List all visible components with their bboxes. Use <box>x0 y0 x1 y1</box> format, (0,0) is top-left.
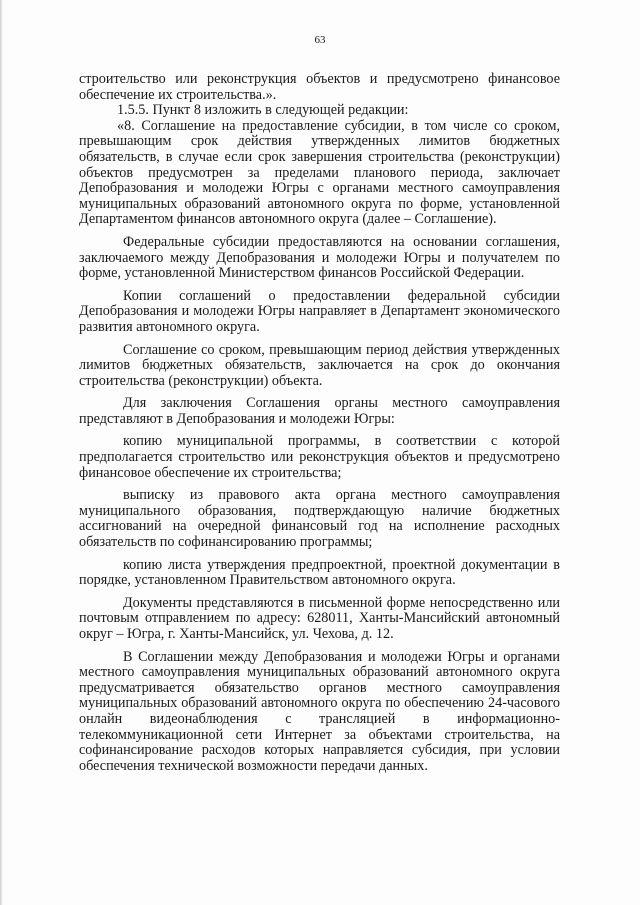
page-number: 63 <box>314 34 326 46</box>
paragraph: «8. Соглашение на предоставление субсидии, в том числе со сроком, превышающим срок действия утвержденных лимитов бюджетных обязательств, в случае если срок завершения строительства (реконструкции) объектов предусмотрен за пределами планового периода, заключает Депобразования и молодежи Югры с органами местного самоуправления муниципальных образований автономного округа по форме, установленной Департаментом финансов автономного округа (далее – Соглашение). <box>79 117 560 228</box>
paragraph: копию муниципальной программы, в соответствии с которой предполагается строительство или реконструкция объектов и предусмотрено финансовое обеспечение их строительства; <box>79 433 560 481</box>
paragraph: Федеральные субсидии предоставляются на основании соглашения, заключаемого между Депобразования и молодежи Югры и получателем по форме, установленной Министерством финансов Российской Федерации. <box>79 233 560 282</box>
paragraph: строительство или реконструкция объектов и предусмотрено финансовое обеспечение их строительства.». <box>79 71 560 103</box>
scan-edge <box>0 0 3 905</box>
paragraph: Соглашение со сроком, превышающим период действия утвержденных лимитов бюджетных обязательств, заключается на срок до окончания строительства (реконструкции) объекта. <box>79 341 560 389</box>
document-body <box>79 72 560 774</box>
paragraph: Для заключения Соглашения органы местного самоуправления представляют в Депобразования и молодежи Югры: <box>79 395 560 427</box>
paragraph: В Соглашении между Депобразования и молодежи Югры и органами местного самоуправления муниципальных образований автономного округа предусматривается обязательство органов местного самоуправления муниципальных образований автономного округа по обеспечению 24-часового онлайн видеонаблюдения с трансляцией в информационно-телекоммуникационной сети Интернет за объектами строительства, на софинансирование расходов которых направляется субсидия, при условии обеспечения технической возможности передачи данных. <box>79 648 560 774</box>
paragraph: копию листа утверждения предпроектной, проектной документации в порядке, установленном Правительством автономного округа. <box>79 556 560 589</box>
paragraph: 1.5.5. Пункт 8 изложить в следующей редакции: <box>117 102 409 119</box>
paragraph: Копии соглашений о предоставлении федеральной субсидии Депобразования и молодежи Югры направляет в Департамент экономического развития автономного округа. <box>79 287 560 335</box>
paragraph: Документы представляются в письменной форме непосредственно или почтовым отправлением по адресу: 628011, Ханты-Мансийский автономный округ – Югра, г. Ханты-Мансийск, ул. Чехова, д. 12. <box>79 594 560 642</box>
paragraph: выписку из правового акта органа местного самоуправления муниципального образования, подтверждающую наличие бюджетных ассигнований на очередной финансовый год на исполнение расходных обязательств по софинансированию программы; <box>79 487 560 551</box>
